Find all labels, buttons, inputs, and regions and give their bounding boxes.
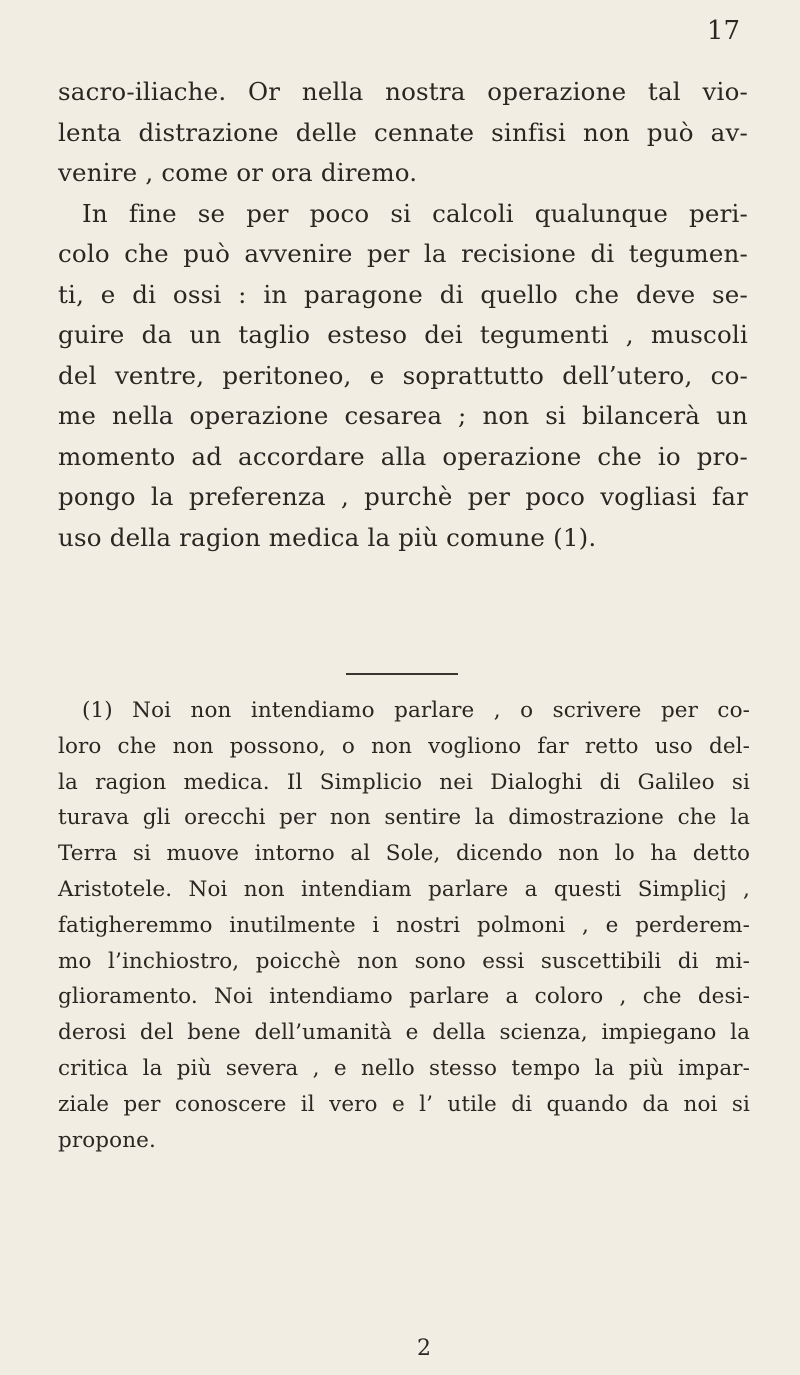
text-line: del ventre, peritoneo, e soprattutto dell’utero, co-	[58, 360, 748, 390]
footnote-line: turava gli orecchi per non sentire la dimostrazione che la	[58, 805, 750, 831]
main-text	[58, 72, 748, 558]
text-line: venire , come or ora diremo.	[58, 158, 418, 187]
footnote-line: glioramento. Noi intendiamo parlare a coloro , che desi-	[58, 984, 750, 1010]
text-line: In fine se per poco si calcoli qualunque peri-	[82, 198, 748, 228]
text-line: me nella operazione cesarea ; non si bilancerà un	[58, 401, 748, 430]
text-line: lenta distrazione delle cennate sinfisi non può av-	[58, 117, 748, 147]
text-line: momento ad accordare alla operazione che io pro-	[58, 441, 748, 471]
footnote	[58, 693, 750, 1158]
text-line: pongo la preferenza , purchè per poco vogliasi far	[58, 482, 748, 511]
text-line: uso della ragion medica la più comune (1).	[58, 522, 597, 552]
footnote-line: critica la più severa , e nello stesso tempo la più impar-	[58, 1055, 750, 1081]
text-line: guire da un taglio esteso dei tegumenti , muscoli	[58, 320, 748, 349]
footnote-line: (1) Noi non intendiamo parlare , o scrivere per co-	[82, 698, 750, 723]
footnote-line: la ragion medica. Il Simplicio nei Dialoghi di Galileo si	[58, 769, 750, 795]
page-number: 17	[706, 16, 740, 46]
footnote-line: Aristotele. Noi non intendiam parlare a questi Simplicj ,	[58, 876, 750, 902]
text-line: ti, e di ossi : in paragone di quello che deve se-	[58, 279, 748, 309]
footnote-line: ziale per conoscere il vero e l’ utile di quando da noi si	[58, 1091, 750, 1117]
footnote-separator	[346, 673, 458, 675]
footnote-line: derosi del bene dell’umanità e della scienza, impiegano la	[58, 1020, 750, 1046]
footnote-line: fatigheremmo inutilmente i nostri polmoni , e perderem-	[58, 912, 750, 938]
text-line: colo che può avvenire per la recisione di tegumen-	[58, 239, 748, 268]
footnote-line: Terra si muove intorno al Sole, dicendo non lo ha detto	[58, 841, 750, 867]
footnote-line: propone.	[58, 1127, 156, 1153]
footnote-line: loro che non possono, o non vogliono far retto uso del-	[58, 733, 750, 759]
signature-mark: 2	[417, 1336, 431, 1361]
text-line: sacro-iliache. Or nella nostra operazione tal vio-	[58, 77, 748, 106]
footnote-line: mo l’inchiostro, poicchè non sono essi suscettibili di mi-	[58, 948, 750, 974]
